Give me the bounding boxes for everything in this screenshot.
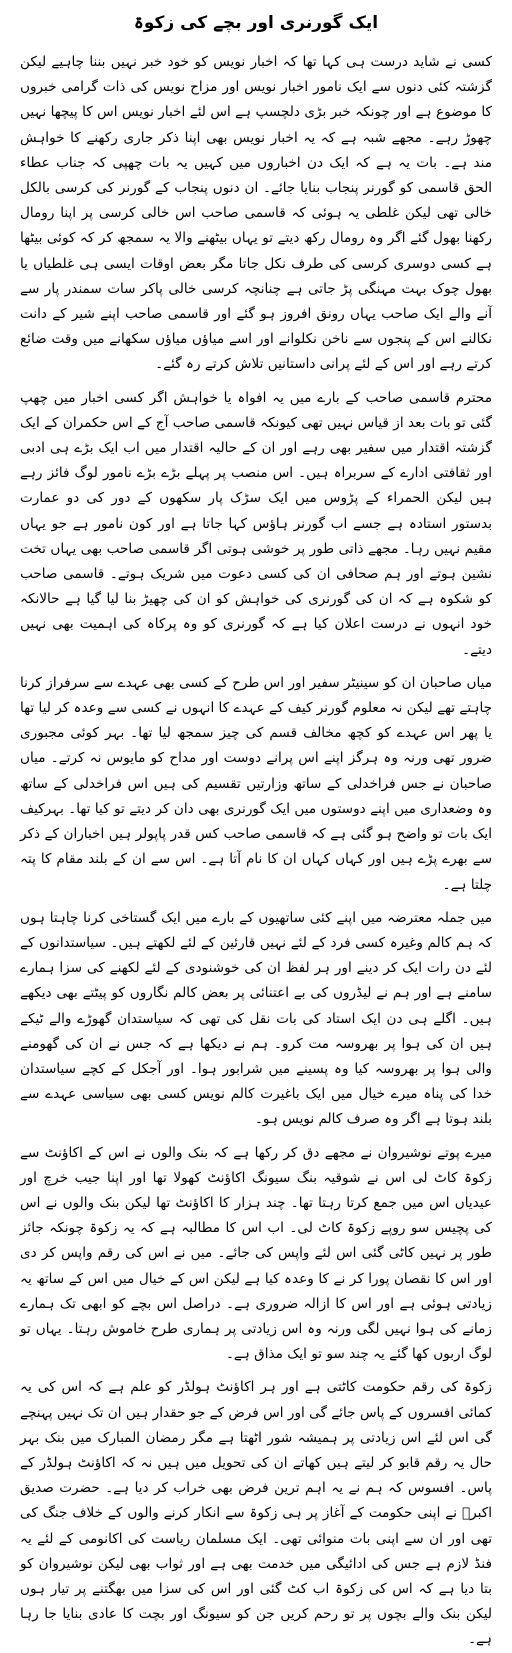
article-paragraph: میرے پوتے نوشیروان نے مجھے دق کر رکھا ہے کہ بنک والوں نے اس کے اکاؤنٹ سے زکوۃ کاٹ لی اس نے شوقیہ بنگ سیونگ اکاؤنٹ کھولا تھا اور اپنا جیب خرچ اور عیدیاں اس میں جمع کرتا رہتا تھا۔ چند ہزار کا اکاؤنٹ تھا لیکن بنک والوں نے اس کی پچیس سو روپے زکوۃ کاٹ لی۔ اب اس کا مطالبہ ہے کہ یہ زکوۃ چونکہ جائز طور پر نہیں کاٹی گئی اس لئے واپس کی جائے۔ میں نے اس کی رقم واپس کر دی اور اس کا نقصان پورا کر نے کا وعدہ کیا ہے لیکن اس کے خیال میں اس کے ساتھ یہ زیادتی ہوئی ہے اور اس کا ازالہ ضروری ہے۔ دراصل اس بچے کو ابھی تک ہمارے زمانے کی ہوا نہیں لگی ورنہ وہ اس زیادتی پر ہماری طرح خاموش رہتا۔ یہاں تو لوگ اربوں کھا گئے یہ چند سو تو ایک مذاق ہے۔	[20, 1144, 492, 1363]
article-paragraph: میاں صاحبان ان کو سینیٹر سفیر اور اس طرح کے کسی بھی عہدے سے سرفراز کرنا چاہتے تھے لیکن نہ معلوم گورنر کیف کے عہدے کا انہوں نے کسی سے وعدہ کر لیا تھا یا پھر اس عہدے کو کچھ مخالف قسم کی چیز سمجھ لیا تھا۔ بہر کوئی مجبوری ضرور تھی ورنہ وہ ہرگز اپنے اس پرانے دوست اور مداح کو مایوس نہ کرتے۔ میاں صاحبان نے جس فراخدلی کے ساتھ وزارتیں تقسیم کی ہیں اس فراخدلی کے ساتھ وہ وضعداری میں اپنے دوستوں میں ایک گورنری بھی دان کر دیتے تو کیا تھا۔ بہرکیف ایک بات تو واضح ہو گئی ہے کہ قاسمی صاحب کس قدر پاپولر ہیں اخباران کے ذکر سے بھرے پڑے ہیں اور کہاں کہاں ان کا نام آتا ہے۔ اس سے ان کے بلند مقام کا پتہ چلتا ہے۔	[20, 674, 492, 893]
article-paragraph: میں جملہ معترضہ میں اپنے کئی ساتھیوں کے بارے میں ایک گستاخی کرنا چاہتا ہوں کہ ہم کالم وغیرہ کسی فرد کے لئے نہیں قارئین کے لئے لکھتے ہیں۔ سیاستدانوں کے لئے دن رات ایک کر دینے اور ہر لفظ ان کی خوشنودی کے لئے لکھنے کی سزا ہمارے سامنے ہے اور ہم نے لیڈروں کی بے اعتنائی پر بعض کالم نگاروں کو پیٹتے بھی دیکھے ہیں۔ اگلے ہی دن ایک استاد کی بات نقل کی تھی کہ سیاستدان گھوڑے والے ٹیکے ہیں ان کی ہوا پر بھروسہ مت کرو۔ ہم نے دیکھا ہے کہ جس نے ان کی گھومنے والی ہوا پر بھروسہ کیا وہ پسینے میں شرابور ہوا۔ اور آجکل کے کچے سیاستدان خدا کی پناہ میرے خیال میں ایک باغیرت کالم نویس کسی بھی سیاسی عہدے سے بلند ہوتا ہے اگر وہ صرف کالم نویس ہو۔	[20, 909, 492, 1128]
article-paragraph: زکوۃ کی رقم حکومت کاٹتی ہے اور ہر اکاؤنٹ ہولڈر کو علم ہے کہ اس کی یہ کمائی افسروں کے پاس جائے گی اور اس فرض کے جو حقدار ہیں ان تک نہیں پہنچے گی اس لئے اس زیادتی پر ہمیشہ شور اٹھتا ہے مگر رمضان المبارک میں بنک بہر حال یہ رقم قابو کر لیتے ہیں کھاتے ان کی تحویل میں ہیں نہ کہ اکاؤنٹ ہولڈر کے پاس۔ افسوس کہ ہم نے یہ اہم ترین فرض بھی خراب کر دیا ہے۔ حضرت صدیق اکبرؓ نے اپنی حکومت کے آغاز پر ہی زکوۃ سے انکار کرنے والوں کے خلاف جنگ کی تھی اور ان سے اپنی بات منوائی تھی۔ ایک مسلمان ریاست کی اکانومی کے لئے یہ فنڈ لازم ہے جس کی ادائیگی میں خدمت بھی ہے اور ثواب بھی لیکن نوشیروان کو بتا دیا ہے کہ اس کی زکوۃ اب کٹ گئی اور اس کی سزا میں بھگتنے پر تیار ہوں لیکن بنک والے بچوں پر تو رحم کریں جن کو سیونگ اور بچت کا عادی بنایا جا رہا ہے۔	[20, 1379, 492, 1648]
article-paragraph: کسی نے شاید درست ہی کہا تھا کہ اخبار نویس کو خود خبر نہیں بننا چاہیے لیکن گزشتہ کئی دنوں سے ایک نامور اخبار نویس اور مزاح نویس کی ذات گرامی خبروں کا موضوع ہے اور چونکہ خبر بڑی دلچسپ ہے اس لئے اخبار نویس اس کا پیچھا نہیں چھوڑ رہے۔ مجھے شبہ ہے کہ یہ اخبار نویس بھی اپنا ذکر جاری رکھنے کا خواہش مند ہے۔ بات یہ ہے کہ ایک دن اخباروں میں کہیں یہ بات چھپی کہ جناب عطاء الحق قاسمی کو گورنر پنجاب بنایا جائے۔ ان دنوں پنجاب کے گورنر کی کرسی بالکل خالی تھی لیکن غلطی یہ ہوئی کہ قاسمی صاحب اس خالی کرسی پر اپنا رومال رکھنا بھول گئے اگر وہ رومال رکھ دیتے تو یہاں بیٹھنے والا یہ سمجھ کر کہ کوئی بیٹھا ہے کسی دوسری کرسی کی طرف نکل جاتا مگر بعض اوقات ایسی ہی غلطیاں یا بھول چوک بہت مہنگی پڑ جاتی ہے چنانچہ کرسی خالی پاکر سات سمندر پار سے آنے والے ایک صاحب یہاں رونق افروز ہو گئے اور قاسمی صاحب اپنے شیر کے دانت نکالنے اس کے پنجوں سے ناخن نکلوانے اور اسے میاؤں میاؤں سکھانے میں وقت ضائع کرتے رہے اور اس کے لئے پرانی داستانیں تلاش کرتے رہ گئے۔	[20, 54, 492, 373]
article-title: ایک گورنری اور بچے کی زکوۃ	[133, 13, 379, 33]
article-paragraph: محترم قاسمی صاحب کے بارے میں یہ افواہ یا خواہش اگر کسی اخبار میں چھپ گئی تو بات بعد از قیاس نہیں تھی کیونکہ قاسمی صاحب آج کے اس حکمران کے ایک گزشتہ اقتدار میں سفیر بھی رہے اور ان کے حالیہ اقتدار میں اب ایک بڑے ہی ادبی اور ثقافتی ادارے کے سربراہ ہیں۔ اس منصب پر پہلے بڑے بڑے نامور لوگ فائز رہے ہیں لیکن الحمراء کے پڑوس میں ایک سڑک پار سکھوں کے دور کی دو عمارت بدستور استادہ ہے جسے اب گورنر ہاؤس کہا جاتا ہے اور کون نامور ہے جو یہاں مقیم نہیں رہا۔ مجھے ذاتی طور پر خوشی ہوتی اگر قاسمی صاحب بھی یہاں تخت نشین ہوتے اور ہم صحافی ان کی کسی دعوت میں شریک ہوتے۔ قاسمی صاحب کو شکوہ ہے کہ ان کی گورنری کی خواہش کو ان کی چھیڑ بنا لیا گیا ہے حالانکہ خود انہوں نے درست اعلان کیا ہے کہ گورنری کو وہ پرکاہ کی اہمیت بھی نہیں دیتے۔	[20, 389, 492, 658]
